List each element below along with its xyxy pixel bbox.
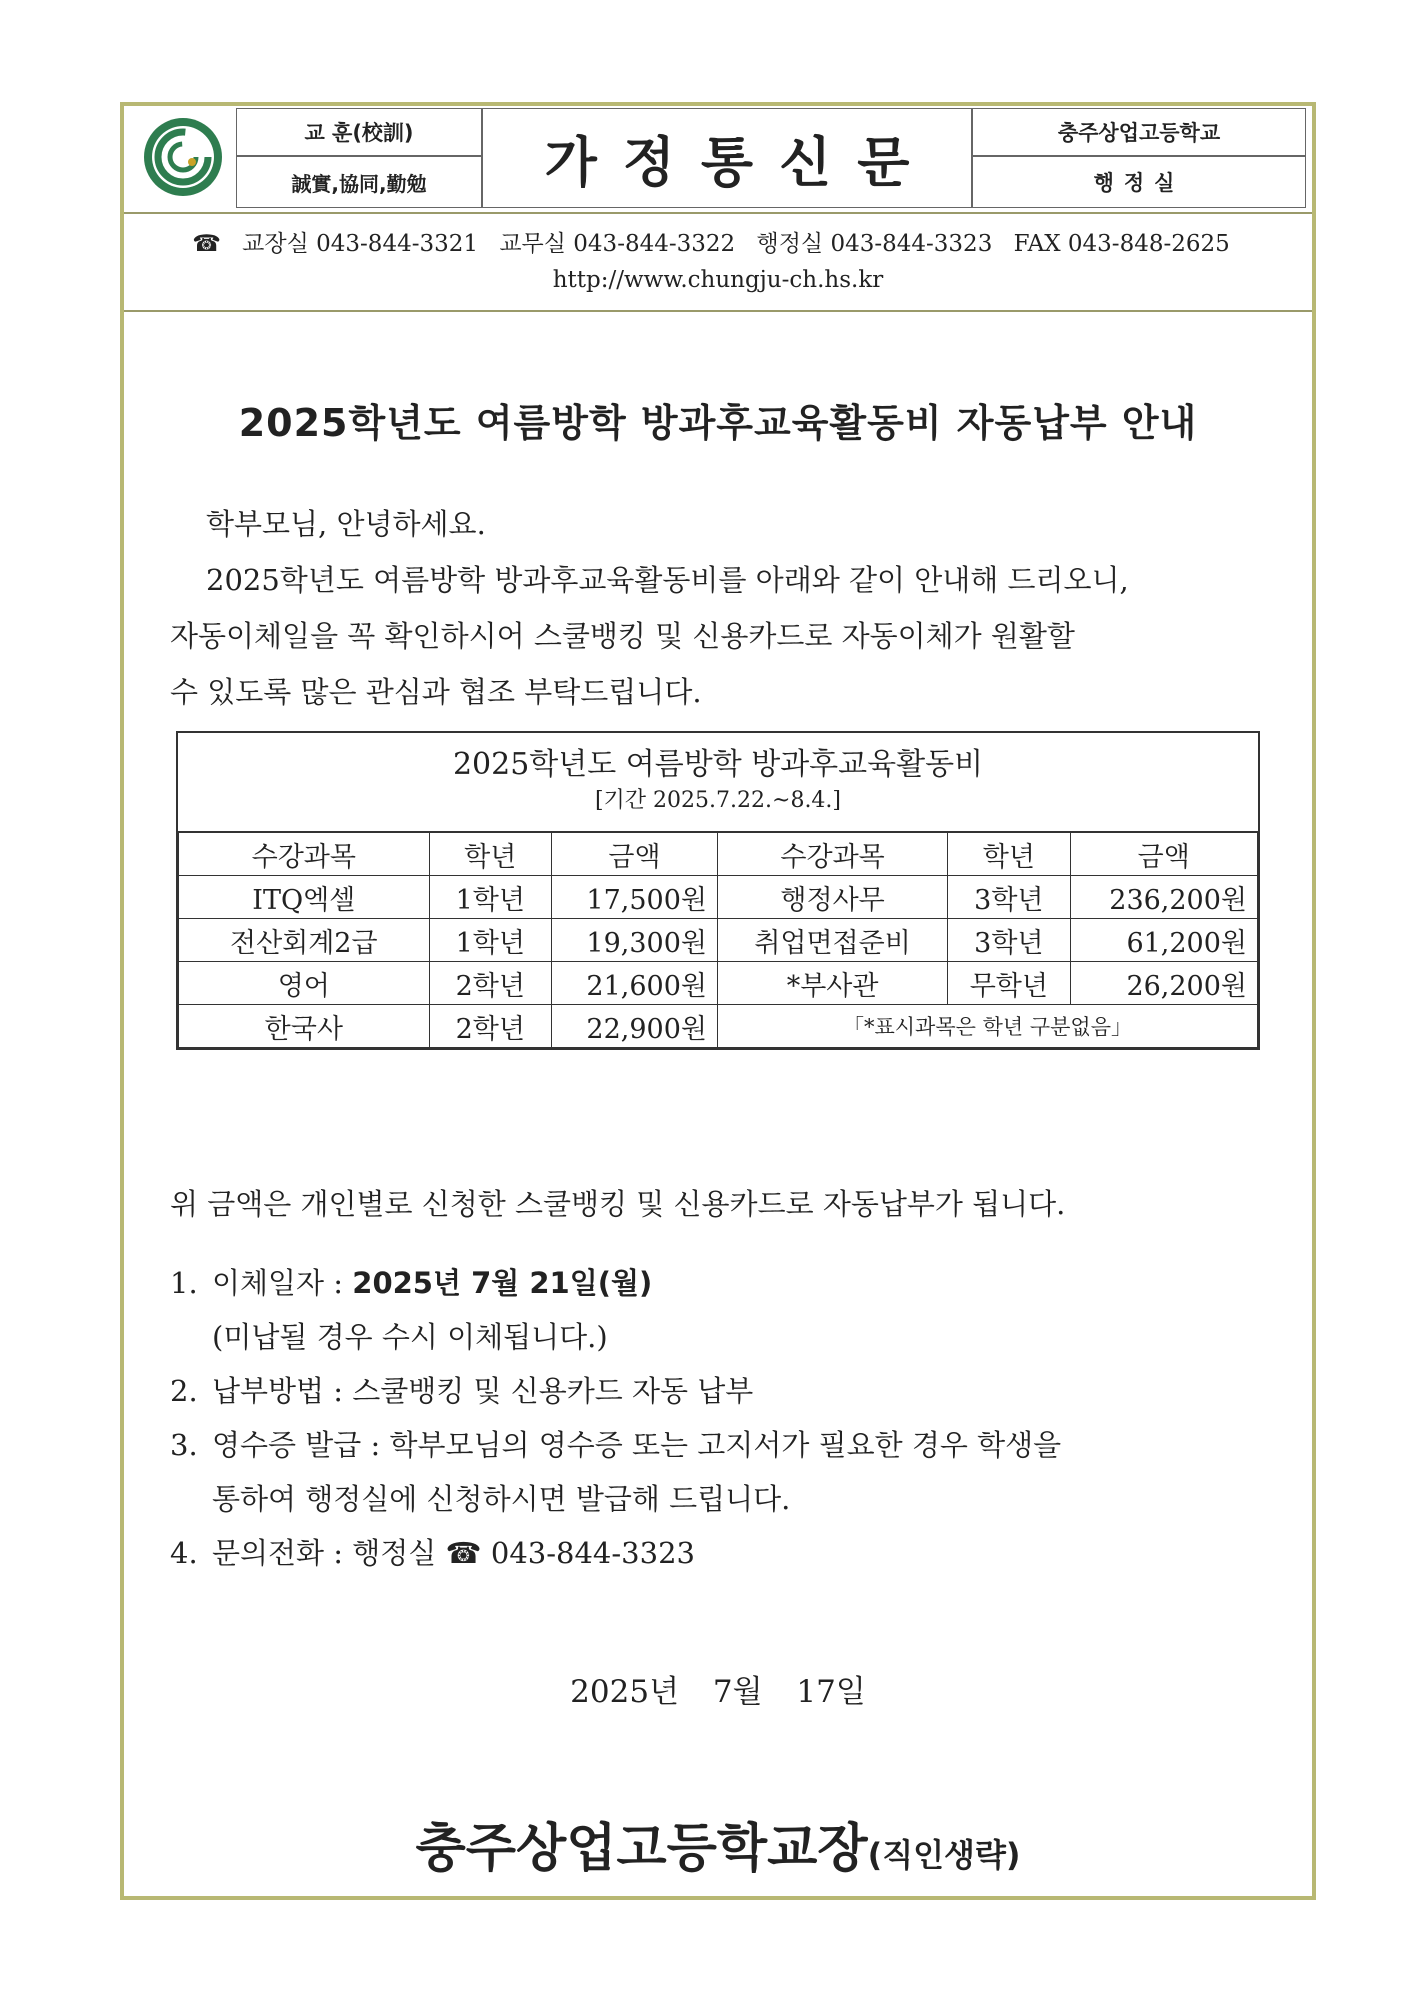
amount-cell: 19,300원 xyxy=(551,919,717,962)
item-number: 1. xyxy=(170,1266,198,1300)
amount-cell: 26,200원 xyxy=(1070,962,1257,1005)
list-item xyxy=(170,1364,1290,1418)
intro-line-3: 수 있도록 많은 관심과 협조 부탁드립니다. xyxy=(170,675,702,709)
course-cell: 영어 xyxy=(179,962,430,1005)
grade-cell: 2학년 xyxy=(429,962,551,1005)
item-number: 4. xyxy=(170,1536,198,1570)
phone-icon: ☎ xyxy=(445,1536,491,1570)
school-logo-icon xyxy=(142,116,224,198)
letter-title: 가정통신문 xyxy=(482,108,972,208)
grade-cell: 2학년 xyxy=(429,1005,551,1048)
principal-phone: 교장실 043-844-3321 xyxy=(242,231,479,257)
teachers-phone: 교무실 043-844-3322 xyxy=(499,231,736,257)
signature xyxy=(124,1806,1312,1881)
header-cell: 학년 xyxy=(429,832,551,876)
contact-info xyxy=(124,216,1312,312)
item-text: 이체일자 : xyxy=(212,1266,353,1300)
header-cell: 학년 xyxy=(948,832,1070,876)
course-cell: 한국사 xyxy=(179,1005,430,1048)
document-title: 2025학년도 여름방학 방과후교육활동비 자동납부 안내 xyxy=(238,401,1198,445)
motto-value: 誠實,協同,勤勉 xyxy=(236,156,482,208)
list-item xyxy=(170,1418,1290,1472)
motto-label: 교 훈(校訓) xyxy=(236,108,482,156)
grade-cell: 3학년 xyxy=(948,876,1070,919)
item-subtext: 통하여 행정실에 신청하시면 발급해 드립니다. xyxy=(212,1482,791,1516)
header-cell: 금액 xyxy=(551,832,717,876)
intro-line-2: 자동이체일을 꼭 확인하시어 스쿨뱅킹 및 신용카드로 자동이체가 원활할 xyxy=(170,619,1075,653)
fee-table-grid xyxy=(178,831,1258,1048)
table-header-row xyxy=(179,832,1258,876)
fax-number: FAX 043-848-2625 xyxy=(1013,231,1230,257)
transfer-date: 2025년 7월 21일(월) xyxy=(352,1266,653,1300)
admin-phone: 행정실 043-844-3323 xyxy=(756,231,993,257)
table-note: 「*표시과목은 학년 구분없음」 xyxy=(717,1005,1257,1048)
header-cell: 금액 xyxy=(1070,832,1257,876)
school-name: 충주상업고등학교 xyxy=(972,108,1306,156)
item-text: 영수증 발급 : 학부모님의 영수증 또는 고지서가 필요한 경우 학생을 xyxy=(212,1428,1062,1462)
grade-cell: 무학년 xyxy=(948,962,1070,1005)
header-cell: 수강과목 xyxy=(179,832,430,876)
document-frame xyxy=(120,102,1316,1900)
header-cell: 수강과목 xyxy=(717,832,947,876)
intro-paragraph xyxy=(170,496,1270,720)
item-text: 납부방법 : 스쿨뱅킹 및 신용카드 자동 납부 xyxy=(212,1374,754,1408)
item-number: 2. xyxy=(170,1374,198,1408)
signature-name: 충주상업고등학교장 xyxy=(415,1818,868,1879)
signature-note: (직인생략) xyxy=(867,1836,1021,1874)
amount-cell: 21,600원 xyxy=(551,962,717,1005)
issue-date xyxy=(124,1666,1312,1711)
course-cell: *부사관 xyxy=(717,962,947,1005)
course-cell: 전산회계2급 xyxy=(179,919,430,962)
list-item xyxy=(170,1256,1290,1310)
inquiry-phone[interactable]: 043-844-3323 xyxy=(490,1536,695,1570)
office-name: 행정실 xyxy=(972,156,1306,208)
item-subtext: (미납될 경우 수시 이체됩니다.) xyxy=(212,1320,608,1354)
grade-cell: 1학년 xyxy=(429,876,551,919)
fee-table-title: 2025학년도 여름방학 방과후교육활동비 xyxy=(452,747,984,782)
info-list xyxy=(170,1256,1290,1580)
table-row xyxy=(179,919,1258,962)
date-month: 7월 xyxy=(712,1674,763,1710)
grade-cell: 1학년 xyxy=(429,919,551,962)
grade-cell: 3학년 xyxy=(948,919,1070,962)
course-cell: ITQ엑셀 xyxy=(179,876,430,919)
date-year: 2025년 xyxy=(570,1674,680,1710)
amount-cell: 17,500원 xyxy=(551,876,717,919)
fee-table-period: [기간 2025.7.22.~8.4.] xyxy=(594,788,842,813)
date-day: 17일 xyxy=(796,1674,866,1710)
table-row xyxy=(179,962,1258,1005)
intro-line-1: 2025학년도 여름방학 방과후교육활동비를 아래와 같이 안내해 드리오니, xyxy=(206,563,1129,597)
item-text: 문의전화 : 행정실 xyxy=(212,1536,446,1570)
greeting: 학부모님, 안녕하세요. xyxy=(206,507,486,541)
table-row xyxy=(179,1005,1258,1048)
payment-note: 위 금액은 개인별로 신청한 스쿨뱅킹 및 신용카드로 자동납부가 됩니다. xyxy=(170,1187,1066,1221)
course-cell: 행정사무 xyxy=(717,876,947,919)
list-item xyxy=(170,1526,1290,1580)
school-url[interactable]: http://www.chungju-ch.hs.kr xyxy=(552,267,884,293)
course-cell: 취업면접준비 xyxy=(717,919,947,962)
amount-cell: 61,200원 xyxy=(1070,919,1257,962)
amount-cell: 22,900원 xyxy=(551,1005,717,1048)
table-row xyxy=(179,876,1258,919)
letter-header xyxy=(124,106,1312,214)
fee-table xyxy=(176,731,1260,1050)
phone-icon: ☎ xyxy=(192,231,221,257)
amount-cell: 236,200원 xyxy=(1070,876,1257,919)
item-number: 3. xyxy=(170,1428,198,1462)
